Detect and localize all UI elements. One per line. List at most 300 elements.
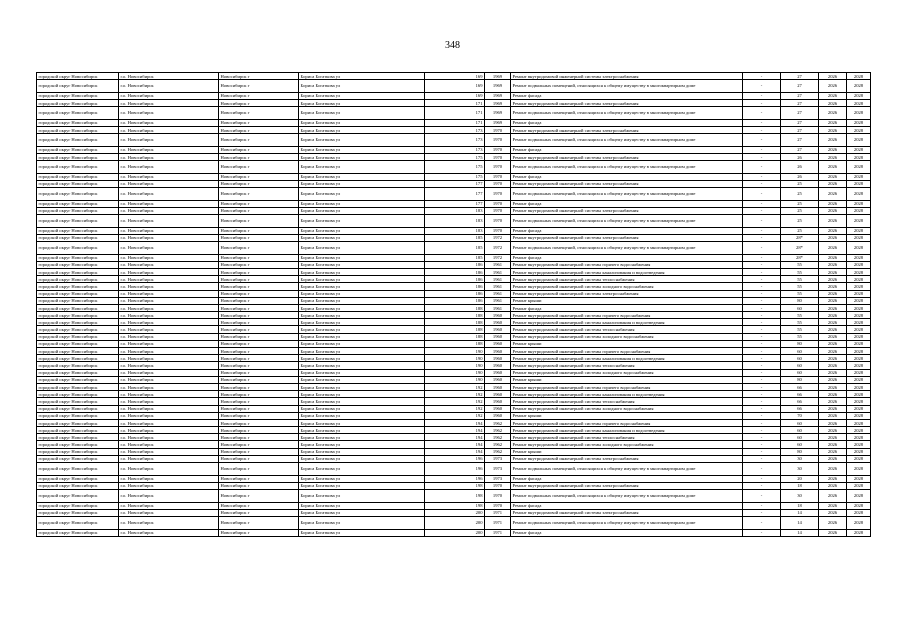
table-row <box>37 215 871 228</box>
cell-build-year: 1970 <box>485 153 511 160</box>
table-row <box>37 405 871 412</box>
cell-year-from: 2026 <box>819 463 847 476</box>
cell-dash: - <box>743 391 781 398</box>
cell-street: Бориса Богаткова ул <box>299 207 425 214</box>
cell-city: Новосибирск г <box>219 340 299 347</box>
table-row <box>37 188 871 201</box>
cell-value: 27 <box>781 119 819 126</box>
cell-municipality: г.о. Новосибирск <box>119 200 219 207</box>
cell-house-number: 192 <box>425 412 485 419</box>
cell-build-year: 1973 <box>485 463 511 476</box>
table-row <box>37 475 871 482</box>
cell-street: Бориса Богаткова ул <box>299 134 425 147</box>
cell-year-from: 2026 <box>819 333 847 340</box>
cell-year-from: 2026 <box>819 434 847 441</box>
cell-year-from: 2026 <box>819 509 847 516</box>
cell-year-to: 2028 <box>847 99 871 106</box>
cell-dash: - <box>743 227 781 234</box>
cell-dash: - <box>743 340 781 347</box>
cell-value: 60 <box>781 355 819 362</box>
cell-house-number: 185 <box>425 234 485 241</box>
cell-value: 20 <box>781 475 819 482</box>
cell-house-number: 183 <box>425 207 485 214</box>
cell-house-number: 198 <box>425 490 485 503</box>
cell-build-year: 1960 <box>485 376 511 383</box>
cell-dash: - <box>743 509 781 516</box>
cell-municipality: г.о. Новосибирск <box>119 391 219 398</box>
cell-house-number: 192 <box>425 405 485 412</box>
cell-year-to: 2028 <box>847 126 871 133</box>
cell-year-to: 2028 <box>847 398 871 405</box>
cell-dash: - <box>743 475 781 482</box>
cell-city: Новосибирск г <box>219 355 299 362</box>
cell-municipality: г.о. Новосибирск <box>119 516 219 529</box>
cell-value: 28* <box>781 234 819 241</box>
cell-year-to: 2028 <box>847 119 871 126</box>
cell-year-to: 2028 <box>847 254 871 261</box>
cell-house-number: 186 <box>425 297 485 304</box>
table-row <box>37 227 871 234</box>
cell-value: 55 <box>781 290 819 297</box>
cell-district: городской округ Новосибирск <box>37 448 119 455</box>
table-row <box>37 207 871 214</box>
cell-value: 80 <box>781 448 819 455</box>
cell-street: Бориса Богаткова ул <box>299 391 425 398</box>
cell-municipality: г.о. Новосибирск <box>119 207 219 214</box>
cell-district: городской округ Новосибирск <box>37 153 119 160</box>
cell-year-from: 2026 <box>819 475 847 482</box>
cell-build-year: 1962 <box>485 419 511 426</box>
cell-value: 60 <box>781 419 819 426</box>
cell-house-number: 171 <box>425 107 485 120</box>
cell-municipality: г.о. Новосибирск <box>119 312 219 319</box>
cell-work-type: Ремонт внутридомовой инженерной системы электроснабжения <box>511 180 743 187</box>
cell-house-number: 196 <box>425 455 485 462</box>
cell-value: 26 <box>781 173 819 180</box>
cell-district: городской округ Новосибирск <box>37 441 119 448</box>
cell-district: городской округ Новосибирск <box>37 242 119 255</box>
cell-year-to: 2028 <box>847 290 871 297</box>
cell-year-to: 2028 <box>847 319 871 326</box>
cell-house-number: 192 <box>425 391 485 398</box>
cell-district: городской округ Новосибирск <box>37 312 119 319</box>
cell-work-type: Ремонт подвальных помещений, относящихся к общему имуществу в многоквартирном доме <box>511 463 743 476</box>
table-row <box>37 391 871 398</box>
cell-city: Новосибирск г <box>219 242 299 255</box>
cell-year-to: 2028 <box>847 80 871 93</box>
cell-dash: - <box>743 448 781 455</box>
cell-city: Новосибирск г <box>219 73 299 80</box>
table-row <box>37 73 871 80</box>
cell-dash: - <box>743 188 781 201</box>
cell-street: Бориса Богаткова ул <box>299 455 425 462</box>
cell-value: 27 <box>781 73 819 80</box>
cell-dash: - <box>743 434 781 441</box>
cell-work-type: Ремонт внутридомовой инженерной системы холодного водоснабжения <box>511 333 743 340</box>
cell-value: 25 <box>781 180 819 187</box>
cell-value: 80 <box>781 340 819 347</box>
cell-year-from: 2026 <box>819 161 847 174</box>
cell-dash: - <box>743 304 781 311</box>
cell-year-from: 2026 <box>819 92 847 99</box>
cell-city: Новосибирск г <box>219 326 299 333</box>
cell-dash: - <box>743 180 781 187</box>
cell-value: 60 <box>781 441 819 448</box>
cell-year-from: 2026 <box>819 319 847 326</box>
cell-municipality: г.о. Новосибирск <box>119 107 219 120</box>
cell-year-to: 2028 <box>847 227 871 234</box>
table-row <box>37 463 871 476</box>
cell-street: Бориса Богаткова ул <box>299 261 425 268</box>
cell-year-to: 2028 <box>847 369 871 376</box>
cell-street: Бориса Богаткова ул <box>299 119 425 126</box>
cell-house-number: 186 <box>425 261 485 268</box>
table-row <box>37 419 871 426</box>
cell-build-year: 1970 <box>485 173 511 180</box>
table-row <box>37 146 871 153</box>
cell-house-number: 171 <box>425 119 485 126</box>
cell-city: Новосибирск г <box>219 188 299 201</box>
cell-city: Новосибирск г <box>219 405 299 412</box>
cell-city: Новосибирск г <box>219 391 299 398</box>
cell-build-year: 1961 <box>485 276 511 283</box>
cell-house-number: 175 <box>425 153 485 160</box>
cell-house-number: 186 <box>425 290 485 297</box>
cell-district: городской округ Новосибирск <box>37 134 119 147</box>
cell-city: Новосибирск г <box>219 348 299 355</box>
cell-year-to: 2028 <box>847 146 871 153</box>
cell-year-from: 2026 <box>819 391 847 398</box>
cell-work-type: Ремонт подвальных помещений, относящихся к общему имуществу в многоквартирном доме <box>511 215 743 228</box>
cell-year-from: 2026 <box>819 427 847 434</box>
cell-dash: - <box>743 502 781 509</box>
cell-year-from: 2026 <box>819 312 847 319</box>
cell-year-to: 2028 <box>847 107 871 120</box>
cell-year-from: 2026 <box>819 173 847 180</box>
cell-house-number: 169 <box>425 73 485 80</box>
cell-street: Бориса Богаткова ул <box>299 398 425 405</box>
cell-year-to: 2028 <box>847 161 871 174</box>
cell-year-to: 2028 <box>847 73 871 80</box>
cell-build-year: 1970 <box>485 126 511 133</box>
cell-build-year: 1970 <box>485 180 511 187</box>
cell-municipality: г.о. Новосибирск <box>119 134 219 147</box>
cell-city: Новосибирск г <box>219 276 299 283</box>
cell-year-to: 2028 <box>847 412 871 419</box>
cell-value: 55 <box>781 261 819 268</box>
cell-build-year: 1970 <box>485 146 511 153</box>
cell-municipality: г.о. Новосибирск <box>119 161 219 174</box>
cell-work-type: Ремонт крыши <box>511 297 743 304</box>
cell-street: Бориса Богаткова ул <box>299 200 425 207</box>
cell-street: Бориса Богаткова ул <box>299 362 425 369</box>
cell-build-year: 1969 <box>485 119 511 126</box>
cell-house-number: 192 <box>425 398 485 405</box>
cell-city: Новосибирск г <box>219 126 299 133</box>
cell-dash: - <box>743 290 781 297</box>
cell-build-year: 1970 <box>485 490 511 503</box>
cell-street: Бориса Богаткова ул <box>299 297 425 304</box>
cell-street: Бориса Богаткова ул <box>299 509 425 516</box>
cell-municipality: г.о. Новосибирск <box>119 502 219 509</box>
cell-district: городской округ Новосибирск <box>37 207 119 214</box>
cell-work-type: Ремонт фасада <box>511 173 743 180</box>
cell-street: Бориса Богаткова ул <box>299 333 425 340</box>
cell-year-from: 2026 <box>819 355 847 362</box>
table-row <box>37 153 871 160</box>
cell-year-to: 2028 <box>847 348 871 355</box>
cell-year-from: 2026 <box>819 268 847 275</box>
cell-municipality: г.о. Новосибирск <box>119 455 219 462</box>
cell-district: городской округ Новосибирск <box>37 482 119 489</box>
cell-street: Бориса Богаткова ул <box>299 463 425 476</box>
cell-municipality: г.о. Новосибирск <box>119 146 219 153</box>
cell-house-number: 194 <box>425 434 485 441</box>
cell-year-from: 2026 <box>819 234 847 241</box>
cell-municipality: г.о. Новосибирск <box>119 326 219 333</box>
cell-value: 28* <box>781 242 819 255</box>
cell-year-to: 2028 <box>847 188 871 201</box>
cell-house-number: 169 <box>425 80 485 93</box>
cell-house-number: 177 <box>425 200 485 207</box>
cell-build-year: 1960 <box>485 412 511 419</box>
cell-house-number: 190 <box>425 355 485 362</box>
cell-street: Бориса Богаткова ул <box>299 427 425 434</box>
cell-work-type: Ремонт внутридомовой инженерной системы горячего водоснабжения <box>511 383 743 390</box>
cell-city: Новосибирск г <box>219 283 299 290</box>
cell-dash: - <box>743 348 781 355</box>
cell-municipality: г.о. Новосибирск <box>119 369 219 376</box>
cell-district: городской округ Новосибирск <box>37 227 119 234</box>
cell-street: Бориса Богаткова ул <box>299 326 425 333</box>
cell-work-type: Ремонт фасада <box>511 304 743 311</box>
cell-street: Бориса Богаткова ул <box>299 276 425 283</box>
cell-build-year: 1970 <box>485 134 511 147</box>
cell-work-type: Ремонт внутридомовой инженерной системы электроснабжения <box>511 99 743 106</box>
cell-city: Новосибирск г <box>219 369 299 376</box>
cell-city: Новосибирск г <box>219 376 299 383</box>
cell-city: Новосибирск г <box>219 173 299 180</box>
cell-street: Бориса Богаткова ул <box>299 254 425 261</box>
cell-year-from: 2026 <box>819 126 847 133</box>
cell-year-from: 2026 <box>819 297 847 304</box>
cell-dash: - <box>743 455 781 462</box>
cell-build-year: 1973 <box>485 475 511 482</box>
cell-city: Новосибирск г <box>219 333 299 340</box>
cell-city: Новосибирск г <box>219 455 299 462</box>
cell-year-from: 2026 <box>819 276 847 283</box>
cell-dash: - <box>743 126 781 133</box>
cell-year-from: 2026 <box>819 146 847 153</box>
cell-municipality: г.о. Новосибирск <box>119 376 219 383</box>
cell-street: Бориса Богаткова ул <box>299 434 425 441</box>
cell-work-type: Ремонт внутридомовой инженерной системы электроснабжения <box>511 290 743 297</box>
cell-value: 30 <box>781 455 819 462</box>
cell-work-type: Ремонт подвальных помещений, относящихся к общему имуществу в многоквартирном доме <box>511 107 743 120</box>
cell-municipality: г.о. Новосибирск <box>119 529 219 536</box>
cell-street: Бориса Богаткова ул <box>299 448 425 455</box>
cell-dash: - <box>743 107 781 120</box>
cell-work-type: Ремонт внутридомовой инженерной системы электроснабжения <box>511 126 743 133</box>
cell-value: 55 <box>781 333 819 340</box>
cell-district: городской округ Новосибирск <box>37 80 119 93</box>
cell-value: 25 <box>781 200 819 207</box>
cell-work-type: Ремонт подвальных помещений, относящихся к общему имуществу в многоквартирном доме <box>511 80 743 93</box>
cell-street: Бориса Богаткова ул <box>299 126 425 133</box>
cell-value: 60 <box>781 427 819 434</box>
cell-district: городской округ Новосибирск <box>37 463 119 476</box>
cell-city: Новосибирск г <box>219 412 299 419</box>
cell-district: городской округ Новосибирск <box>37 304 119 311</box>
table-row <box>37 482 871 489</box>
cell-municipality: г.о. Новосибирск <box>119 126 219 133</box>
cell-year-from: 2026 <box>819 419 847 426</box>
table-row <box>37 427 871 434</box>
cell-municipality: г.о. Новосибирск <box>119 475 219 482</box>
cell-year-to: 2028 <box>847 297 871 304</box>
cell-city: Новосибирск г <box>219 215 299 228</box>
cell-dash: - <box>743 369 781 376</box>
table-body <box>37 73 871 537</box>
cell-build-year: 1969 <box>485 99 511 106</box>
cell-work-type: Ремонт внутридомовой инженерной системы электроснабжения <box>511 482 743 489</box>
cell-year-to: 2028 <box>847 340 871 347</box>
cell-year-from: 2026 <box>819 200 847 207</box>
cell-dash: - <box>743 441 781 448</box>
cell-year-from: 2026 <box>819 405 847 412</box>
cell-build-year: 1961 <box>485 304 511 311</box>
cell-city: Новосибирск г <box>219 304 299 311</box>
cell-municipality: г.о. Новосибирск <box>119 348 219 355</box>
cell-dash: - <box>743 261 781 268</box>
cell-build-year: 1960 <box>485 355 511 362</box>
cell-year-from: 2026 <box>819 283 847 290</box>
cell-year-from: 2026 <box>819 261 847 268</box>
cell-value: 55 <box>781 283 819 290</box>
table-row <box>37 80 871 93</box>
cell-year-to: 2028 <box>847 419 871 426</box>
table-row <box>37 180 871 187</box>
cell-house-number: 177 <box>425 180 485 187</box>
table-row <box>37 398 871 405</box>
cell-dash: - <box>743 355 781 362</box>
cell-work-type: Ремонт внутридомовой инженерной системы горячего водоснабжения <box>511 419 743 426</box>
cell-year-to: 2028 <box>847 490 871 503</box>
cell-municipality: г.о. Новосибирск <box>119 419 219 426</box>
cell-year-to: 2028 <box>847 455 871 462</box>
cell-city: Новосибирск г <box>219 207 299 214</box>
cell-dash: - <box>743 297 781 304</box>
cell-year-from: 2026 <box>819 362 847 369</box>
cell-municipality: г.о. Новосибирск <box>119 73 219 80</box>
table-row <box>37 412 871 419</box>
cell-year-from: 2026 <box>819 398 847 405</box>
cell-municipality: г.о. Новосибирск <box>119 383 219 390</box>
cell-street: Бориса Богаткова ул <box>299 215 425 228</box>
cell-work-type: Ремонт фасада <box>511 502 743 509</box>
cell-year-to: 2028 <box>847 463 871 476</box>
cell-value: 55 <box>781 276 819 283</box>
cell-dash: - <box>743 134 781 147</box>
cell-value: 55 <box>781 312 819 319</box>
cell-municipality: г.о. Новосибирск <box>119 427 219 434</box>
cell-dash: - <box>743 80 781 93</box>
cell-house-number: 188 <box>425 333 485 340</box>
cell-municipality: г.о. Новосибирск <box>119 333 219 340</box>
cell-work-type: Ремонт внутридомовой инженерной системы холодного водоснабжения <box>511 441 743 448</box>
cell-year-from: 2026 <box>819 119 847 126</box>
cell-district: городской округ Новосибирск <box>37 376 119 383</box>
cell-year-to: 2028 <box>847 207 871 214</box>
cell-year-from: 2026 <box>819 490 847 503</box>
cell-house-number: 200 <box>425 529 485 536</box>
table-row <box>37 383 871 390</box>
cell-build-year: 1960 <box>485 362 511 369</box>
cell-year-to: 2028 <box>847 405 871 412</box>
cell-district: городской округ Новосибирск <box>37 427 119 434</box>
cell-work-type: Ремонт внутридомовой инженерной системы канализования и водоотведения <box>511 427 743 434</box>
cell-city: Новосибирск г <box>219 92 299 99</box>
cell-year-to: 2028 <box>847 312 871 319</box>
table-row <box>37 99 871 106</box>
cell-city: Новосибирск г <box>219 227 299 234</box>
cell-city: Новосибирск г <box>219 529 299 536</box>
cell-city: Новосибирск г <box>219 268 299 275</box>
cell-year-from: 2026 <box>819 134 847 147</box>
cell-build-year: 1970 <box>485 215 511 228</box>
cell-dash: - <box>743 254 781 261</box>
table-row <box>37 290 871 297</box>
cell-value: 60 <box>781 369 819 376</box>
cell-value: 60 <box>781 434 819 441</box>
cell-street: Бориса Богаткова ул <box>299 412 425 419</box>
cell-house-number: 188 <box>425 312 485 319</box>
table-row <box>37 304 871 311</box>
cell-value: 27 <box>781 126 819 133</box>
cell-municipality: г.о. Новосибирск <box>119 254 219 261</box>
table-row <box>37 312 871 319</box>
cell-build-year: 1961 <box>485 283 511 290</box>
cell-city: Новосибирск г <box>219 482 299 489</box>
cell-municipality: г.о. Новосибирск <box>119 441 219 448</box>
cell-year-to: 2028 <box>847 153 871 160</box>
cell-build-year: 1962 <box>485 427 511 434</box>
table-row <box>37 200 871 207</box>
cell-value: 55 <box>781 268 819 275</box>
table-row <box>37 126 871 133</box>
cell-year-to: 2028 <box>847 355 871 362</box>
cell-work-type: Ремонт фасада <box>511 146 743 153</box>
table-row <box>37 490 871 503</box>
cell-district: городской округ Новосибирск <box>37 419 119 426</box>
cell-district: городской округ Новосибирск <box>37 490 119 503</box>
cell-work-type: Ремонт внутридомовой инженерной системы теплоснабжения <box>511 276 743 283</box>
cell-year-to: 2028 <box>847 502 871 509</box>
cell-build-year: 1960 <box>485 405 511 412</box>
cell-street: Бориса Богаткова ул <box>299 490 425 503</box>
cell-year-to: 2028 <box>847 376 871 383</box>
table-row <box>37 92 871 99</box>
cell-value: 66 <box>781 398 819 405</box>
cell-work-type: Ремонт фасада <box>511 92 743 99</box>
cell-house-number: 198 <box>425 502 485 509</box>
cell-municipality: г.о. Новосибирск <box>119 92 219 99</box>
table-row <box>37 161 871 174</box>
cell-dash: - <box>743 427 781 434</box>
cell-city: Новосибирск г <box>219 441 299 448</box>
cell-street: Бориса Богаткова ул <box>299 475 425 482</box>
cell-year-to: 2028 <box>847 448 871 455</box>
